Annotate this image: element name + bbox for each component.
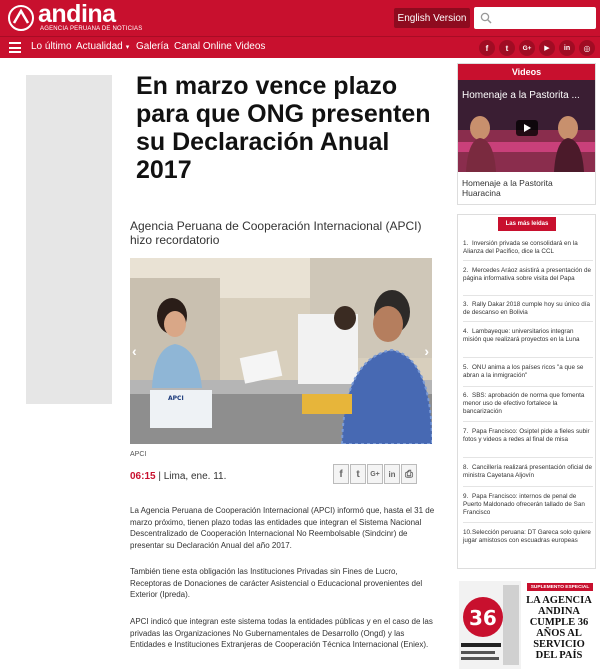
magazine-number: 36 (469, 606, 497, 630)
photo-illustration (130, 258, 432, 444)
videos-heading: Videos (458, 64, 595, 80)
video-caption[interactable]: Homenaje a la Pastorita Huaracina (462, 178, 553, 198)
article-paragraph: También tiene esta obligación las Instituciones Privadas sin Fines de Lucro, Receptoras de Donaciones de carácter Asistencial o Educacional provenientes del Exterior (Ipreda). (130, 567, 423, 600)
share-linkedin-icon[interactable]: in (384, 464, 400, 484)
divider (463, 486, 593, 487)
nav-lo-ultimo[interactable]: Lo último (31, 41, 72, 52)
list-item[interactable]: 7. Papa Francisco: Osiptel pide a fieles subir fotos y videos a redes al final de misa (463, 428, 590, 443)
logo-text: andina (38, 0, 116, 28)
english-version-button[interactable]: English Version (394, 8, 470, 28)
video-thumbnail[interactable] (458, 80, 595, 172)
magazine-cover-art (459, 581, 521, 669)
share-twitter-icon[interactable]: t (350, 464, 366, 484)
chevron-down-icon: ▾ (125, 44, 130, 51)
andina-logo-icon (8, 5, 34, 31)
print-icon[interactable]: ⎙ (401, 464, 417, 484)
list-item[interactable]: 8. Cancillería realizará presentación oficial de ministra Cayetana Aljovín (463, 464, 593, 479)
article-paragraph: APCI indicó que integran este sistema todas la entidades públicas y en el caso de las privadas las Organizaciones No Gubernamentales de Desarrollo (Ongd) y las Entidades e Instituciones Extranjeras de Cooperación Técnica Internacional (Eniex). (130, 617, 433, 650)
list-item[interactable]: 6. SBS: aprobación de norma que fomenta menor uso de efectivo fortalece la bancarización (463, 392, 585, 415)
most-read-widget (457, 214, 596, 569)
desk-sign-text: APCI (168, 395, 184, 402)
article-paragraph: La Agencia Peruana de Cooperación Internacional (APCI) informó que, hasta el 31 de marzo próximo, tienen plazo todas las entidades que integran el Sistema Nacional Descentralizado de Cooperación Internacional No Reembolsable (Sindcinr) de presentar su Declaración Anual del año 2017. (130, 506, 435, 550)
nav-videos[interactable]: Videos (235, 41, 266, 52)
nav-actualidad[interactable] (76, 41, 129, 52)
ad-placeholder (26, 75, 112, 404)
divider (463, 522, 593, 523)
search-icon (480, 12, 492, 24)
videos-widget (457, 63, 596, 205)
andina-logo[interactable] (8, 2, 148, 34)
google-plus-icon[interactable]: G+ (519, 40, 535, 56)
divider (463, 421, 593, 422)
twitter-icon[interactable]: t (499, 40, 515, 56)
page-title: En marzo vence plazo para que ONG presenten su Declaración Anual 2017 (136, 72, 431, 184)
photo-caption: APCI (130, 451, 147, 458)
nav-actualidad-label: Actualidad (76, 41, 123, 52)
photo-prev-arrow-icon[interactable]: ‹ (132, 343, 137, 359)
promo-headline: LA AGENCIA ANDINA CUMPLE 36 AÑOS AL SERVICIO DEL PAÍS (526, 595, 592, 661)
most-read-heading: Las más leídas (498, 217, 556, 231)
divider (463, 321, 593, 322)
magazine-cover (459, 581, 521, 669)
divider (463, 386, 593, 387)
list-item[interactable]: 4. Lambayeque: universitarios integran misión que realizará proyectos en la Luna (463, 328, 580, 343)
promo-badge: SUPLEMENTO ESPECIAL (527, 583, 593, 591)
list-item[interactable]: 10.Selección peruana: DT Gareca solo quiere jugar amistosos con escuadras europeas (463, 529, 591, 544)
instagram-icon[interactable]: ◎ (579, 40, 595, 56)
top-header (0, 0, 600, 36)
divider (463, 357, 593, 358)
divider (463, 260, 593, 261)
share-facebook-icon[interactable]: f (333, 464, 349, 484)
article-place: | Lima, ene. 11. (155, 471, 227, 482)
list-item[interactable]: 3. Rally Dakar 2018 cumple hoy su único día de descanso en Bolivia (463, 301, 590, 316)
search-input[interactable] (474, 7, 596, 29)
logo-subtitle: AGENCIA PERUANA DE NOTICIAS (40, 26, 143, 32)
divider (463, 457, 593, 458)
article-dateline (130, 471, 226, 482)
list-item[interactable]: 2. Mercedes Aráoz asistirá a presentación de página informativa sobre visita del Papa (463, 267, 592, 282)
article-subtitle: Agencia Peruana de Cooperación Internacional (APCI) hizo recordatorio (130, 219, 422, 247)
divider (463, 295, 593, 296)
play-icon[interactable] (516, 120, 538, 136)
nav-galeria[interactable]: Galería (136, 41, 169, 52)
list-item[interactable]: 9. Papa Francisco: internos de penal de Puerto Maldonado ofrecerán tallado de San Francisco (463, 493, 585, 516)
nav-canal-online[interactable]: Canal Online (174, 41, 232, 52)
article-photo (130, 258, 432, 444)
youtube-icon[interactable]: ▶ (539, 40, 555, 56)
list-item[interactable]: 5. ONU anima a los países ricos "a que se abran a la inmigración" (463, 364, 584, 379)
linkedin-icon[interactable]: in (559, 40, 575, 56)
main-nav (0, 36, 600, 58)
article-time: 06:15 (130, 471, 156, 482)
share-google-plus-icon[interactable]: G+ (367, 464, 383, 484)
menu-icon[interactable] (9, 42, 21, 53)
anniversary-promo[interactable] (457, 581, 596, 669)
facebook-icon[interactable]: f (479, 40, 495, 56)
photo-next-arrow-icon[interactable]: › (424, 343, 429, 359)
video-overlay-title: Homenaje a la Pastorita ... (462, 90, 580, 101)
list-item[interactable]: 1. Inversión privada se consolidará en la Alianza del Pacífico, dice la CCL (463, 240, 578, 255)
